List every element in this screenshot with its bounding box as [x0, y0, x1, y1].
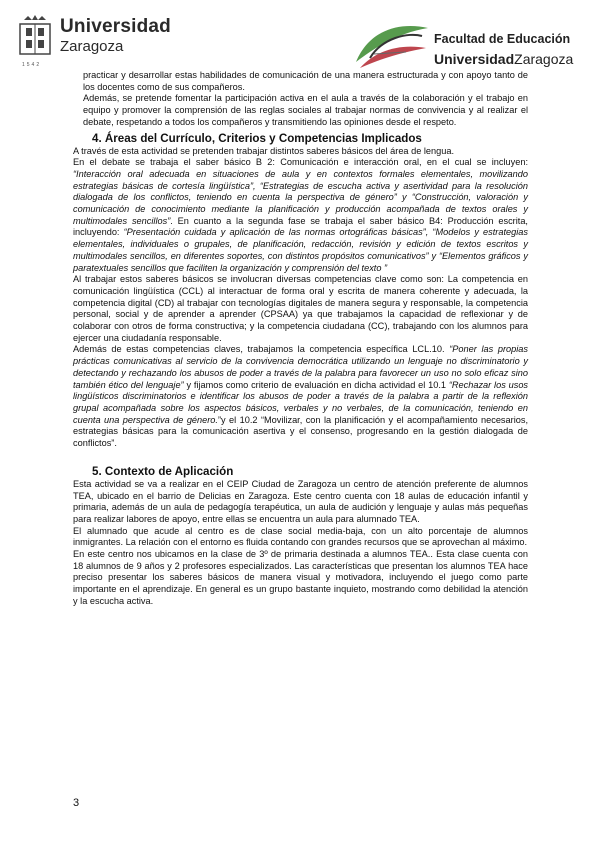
b4-quote: “Presentación cuidada y aplicación de las normas ortográficas básicas”, “Modelos y estrategias elementales, individuales o grupales, de planificación, redacción, revisión y edición de textos escritos y multimodales sencillos, en diferentes soportes, con distintos propósitos comunicativos” y “Elementos gráficos y paratextuales sencillos que faciliten la organización y comprensión del texto ” [73, 227, 528, 273]
especifica-quote: “Poner las propias prácticas comunicativas al servicio de la convivencia democrática utilizando un lenguaje no discriminatorio y detectando y rechazando los abusos de poder a través de la palabra para favorecer un uso no solo eficaz sino también ético del lenguaje” [73, 344, 528, 390]
page-number: 3 [73, 797, 80, 809]
paragraph-context-2: El alumnado que acude al centro es de clase social media-baja, con un alto porcentaje de alumnos inmigrantes. La relación con el entorno es fluida contando con grandes recursos que se aprovechan al máximo. [73, 525, 528, 548]
faculty-name: Facultad de Educación [434, 32, 571, 46]
paragraph-saberes: A través de esta actividad se pretenden trabajar distintos saberes básicos del área de lengua. [73, 145, 455, 156]
paragraph-saberes-b2-b4 [73, 157, 528, 274]
document-body [73, 70, 528, 608]
paragraph-context-1: Esta actividad se va a realizar en el CEIP Ciudad de Zaragoza un centro de atención preferente de alumnos TEA, ubicado en el barrio de Delicias en Zaragoza. Este centro cuenta con 18 aulas de educación infantil y primaria, además de un aula de pedagogía terapéutica, un aula de audición y lenguaje y aulas más pequeñas para realizar labores de apoyo, entre ellas se encuentra un aula para alumnado TEA. [73, 478, 528, 524]
paragraph-competencia-especifica [73, 344, 528, 449]
b4-intro: . En cuanto a la segunda fase se trabaja el saber básico B4: Producción escrita, incluyendo: [73, 215, 528, 238]
university-logo [18, 14, 188, 74]
especifica-mid: y fijamos como criterio de evaluación en dicha actividad el 10.1 [183, 379, 449, 390]
university-name: Universidad [60, 16, 171, 37]
section-heading-4: 4. Áreas del Currículo, Criterios y Competencias Implicados [92, 131, 422, 145]
paragraph-competencias: Al trabajar estos saberes básicos se involucran diversas competencias clave como son: La competencia en comunicación lingüística (CCL) al interactuar de forma oral y escrita de manera coherente y adecuada, la competencia digital (CD) al trabajar con tecnologías digitales de manera segura y responsable, la competencia personal, social y de aprender a aprender (CPSAA) ya que trabajamos la capacidad de reflexionar y de colaborar con otros de forma constructiva; y la competencia ciudadana (CC), trabajando con los alumnos para ejercer una ciudadanía responsable. [73, 274, 528, 343]
criterio-quote: “Rechazar los usos lingüísticos discriminatorios e identificar los abusos de poder a través de la palabra a partir de la reflexión grupal acompañada sobre los aspectos básicos, verbales y no verbales, de la comunicación, teniendo en cuenta una perspectiva de género. [73, 379, 529, 425]
faculty-logo [352, 18, 592, 74]
faculty-emblem-icon [352, 18, 432, 74]
faculty-university-rest: Zaragoza [514, 51, 574, 67]
paragraph-context-3: En este centro nos ubicamos en la clase de 3º de primaria destinada a alumnos TEA.. Esta clase cuenta con 18 alumnos de 9 años y 2 profesores especializados. Las características que presentan los alumnos TEA hace preciso presentar los saberes básicos de manera visual y motivadora, incluyendo el juego como parte importante en el aprendizaje. En general es un grupo bastante inquieto, mostrando como debilidad la atención y la escucha activa. [73, 549, 528, 606]
especifica-end: ”y el 10.2 “Movilizar, con la planificación y el acompañamiento necesarios, estrategias básicas para la comunicación asertiva y el consenso, progresando en la gestión dialogada de conflictos”. [73, 414, 528, 449]
university-city: Zaragoza [60, 38, 124, 55]
crest-year: 1542 [22, 62, 42, 68]
especifica-intro: Además de estas competencias claves, trabajamos la competencia específica LCL.10. [73, 344, 450, 355]
faculty-university [434, 51, 573, 67]
paragraph-additionally: Además, se pretende fomentar la participación activa en el aula a través de la colaboración y el trabajo en equipo y promover la comprensión de las reglas sociales al trabajar normas de convivencia y al realizar el debate, respetando a todos los compañeros y transmitiendo las opiniones desde el respeto. [83, 93, 528, 127]
b2-intro: En el debate se trabaja el saber básico B 2: Comunicación e interacción oral, en el cual se incluyen: [73, 157, 528, 168]
university-crest-icon [18, 14, 52, 60]
b2-quote: “Interacción oral adecuada en situaciones de aula y en contextos formales elementales, movilizando estrategias básicas de cortesía lingüística”, “Estrategias de escucha activa y asertividad para la resolución dialogada de los conflictos, teniendo en cuenta la perspectiva de género” y “Construcción, valoración y comunicación de conocimiento mediante la planificación y producción acompañada de textos orales y multimodales sencillos” [73, 168, 528, 226]
paragraph-intro-continued: practicar y desarrollar estas habilidades de comunicación de una manera estructurada y con apoyo tanto de los docentes como de sus compañeros. [83, 70, 528, 92]
faculty-university-bold: Universidad [434, 51, 515, 67]
section-heading-5: 5. Contexto de Aplicación [92, 464, 234, 478]
